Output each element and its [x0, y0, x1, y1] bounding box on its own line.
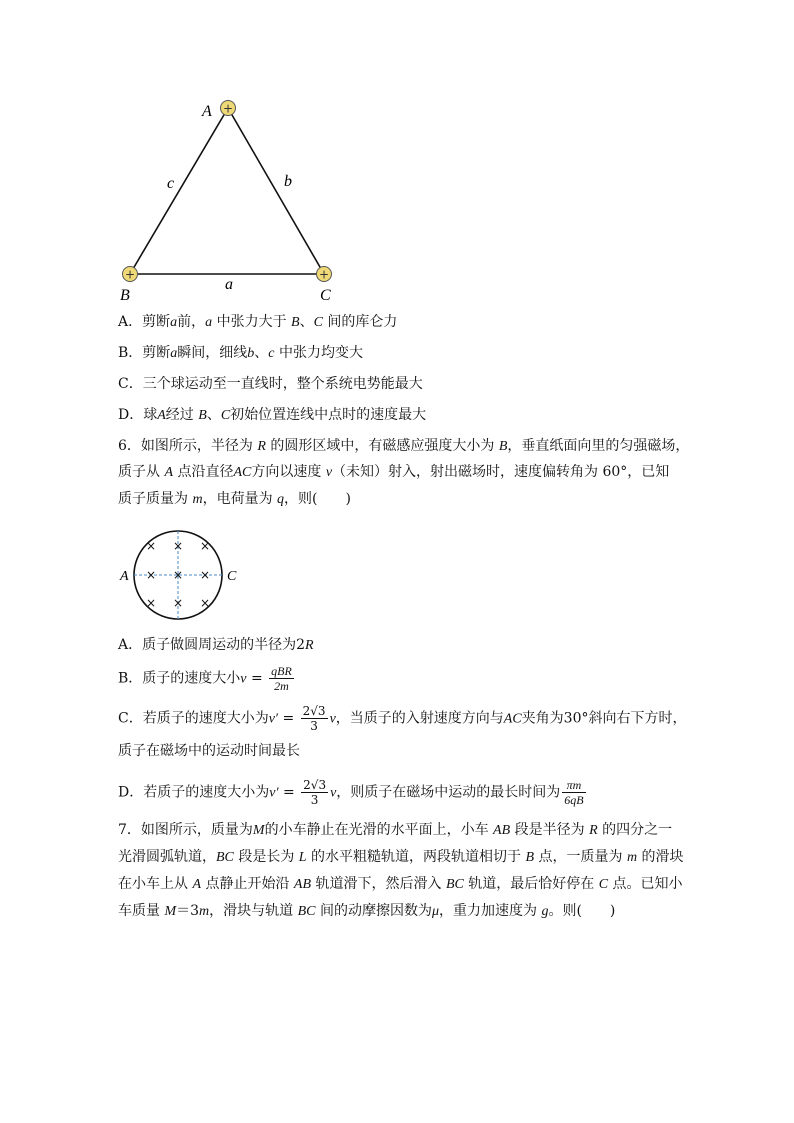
stem-text: 的滑块	[637, 849, 684, 865]
q5-option-c[interactable]	[118, 374, 423, 394]
side-c	[130, 108, 228, 274]
option-text: ，当质子的入射速度方向与	[335, 710, 504, 727]
var: μ	[431, 904, 439, 919]
var: v′	[269, 785, 279, 801]
field-cross: ×	[145, 539, 157, 553]
label-side-c: c	[167, 175, 175, 192]
stem-text: ，电荷量为	[202, 491, 278, 507]
label-point-a: A	[120, 569, 129, 584]
stem-text: ，滑块与轨道	[209, 903, 298, 919]
var: v	[329, 711, 336, 727]
var: L	[298, 850, 307, 865]
option-text: 、	[299, 314, 314, 330]
q6-option-c[interactable]	[118, 704, 687, 734]
equals: =	[278, 710, 299, 727]
charge-c	[317, 267, 332, 282]
stem-text: 7．如图所示，质量为	[118, 822, 253, 838]
var: m	[199, 904, 210, 919]
stem-text: 方向以速度	[251, 464, 326, 480]
field-cross: ×	[172, 596, 184, 610]
var: B	[498, 439, 508, 454]
label-vertex-a: A	[202, 103, 212, 120]
var: C	[220, 408, 231, 423]
var: v	[325, 465, 333, 480]
option-text: A．质子做圆周运动的半径为2	[118, 637, 306, 653]
q6-option-b[interactable]	[118, 664, 296, 694]
var: A	[157, 408, 166, 423]
stem-text: ，则( )	[284, 491, 351, 507]
label-side-a: a	[225, 276, 233, 293]
fraction	[301, 704, 328, 733]
stem-text: 点沿直径	[173, 464, 234, 480]
stem-text: （未知）射入，射出磁场时，速度偏转角为 60°，已知	[332, 464, 670, 480]
charge-a	[221, 101, 236, 116]
var: v	[240, 671, 247, 687]
option-text: D．若质子的速度大小为	[118, 784, 270, 801]
stem-text: 光滑圆弧轨道，	[118, 849, 216, 865]
stem-text: 间的动摩擦因数为	[315, 903, 432, 919]
denominator: 3	[310, 719, 318, 733]
option-text: 前，	[177, 314, 206, 330]
numerator: πm	[562, 778, 585, 793]
var: v	[330, 785, 337, 801]
option-text: B．质子的速度大小	[118, 670, 241, 687]
equals: =	[278, 784, 300, 801]
q6-stem-line-2	[118, 462, 669, 483]
fraction	[301, 778, 328, 807]
option-text: B．剪断	[118, 345, 171, 361]
var: BC	[297, 904, 316, 919]
var: AB	[293, 877, 312, 892]
stem-text: ，垂直纸面向里的匀强磁场，	[507, 438, 690, 454]
var: M	[164, 904, 177, 919]
magnetic-field-figure	[115, 525, 250, 625]
var: q	[277, 492, 285, 507]
label-vertex-b: B	[120, 287, 130, 304]
stem-text: 的四分之一	[597, 822, 673, 838]
option-text: 经过	[165, 407, 199, 423]
q5-option-b[interactable]	[118, 343, 363, 364]
var: R	[589, 823, 598, 838]
stem-text: 。则( )	[548, 903, 616, 919]
var: AB	[493, 823, 511, 838]
denominator: 3	[310, 793, 319, 807]
var: a	[170, 315, 178, 330]
q6-option-c-line-2	[118, 741, 300, 761]
label-point-c: C	[227, 569, 237, 584]
field-cross: ×	[199, 568, 211, 582]
denominator: 2m	[274, 679, 289, 693]
option-text: 、	[206, 407, 221, 423]
var: b	[247, 346, 255, 361]
stem-text: 质子从	[118, 464, 165, 480]
var: g	[541, 904, 549, 919]
denominator: 6qB	[564, 793, 584, 807]
q6-stem-line-3	[118, 489, 351, 510]
var: m	[626, 850, 638, 865]
triangle-figure	[110, 90, 350, 310]
option-text: 夹角为30°斜向右下方时，	[521, 710, 687, 727]
var: B	[198, 408, 207, 423]
var: R	[257, 439, 266, 454]
var: a	[205, 315, 213, 330]
q5-option-a[interactable]	[118, 312, 397, 333]
var: A	[164, 465, 174, 480]
field-cross: ×	[172, 568, 184, 582]
svg-text:+: +	[318, 267, 330, 282]
var: AC	[233, 465, 252, 480]
numerator: 2√3	[303, 778, 327, 792]
stem-text: 点。已知小	[608, 876, 683, 892]
var: A	[192, 877, 202, 892]
q6-stem-line-1	[118, 436, 689, 457]
q7-stem-line-1	[118, 820, 672, 841]
var: B	[291, 315, 300, 330]
var: a	[170, 346, 178, 361]
var: B	[525, 850, 535, 865]
option-text: 中张力大于	[212, 314, 292, 330]
stem-text: 段是长为	[233, 849, 299, 865]
fraction	[269, 664, 294, 693]
stem-text: 轨道，最后恰好停在	[463, 876, 599, 892]
svg-text:+: +	[124, 267, 136, 282]
var: v′	[268, 711, 278, 727]
numerator: 2√3	[302, 704, 326, 718]
option-text: 瞬间，细线	[177, 345, 248, 361]
stem-text: 段是半径为	[510, 822, 590, 838]
var: M	[252, 823, 265, 838]
option-text: D．球	[118, 407, 158, 423]
var: c	[268, 346, 275, 361]
option-text: ，则质子在磁场中运动的最长时间为	[336, 784, 561, 801]
option-text: C．若质子的速度大小为	[118, 710, 269, 727]
field-cross: ×	[172, 539, 184, 553]
equals: =	[246, 670, 268, 687]
q7-stem-line-4	[118, 901, 615, 922]
side-b	[228, 108, 324, 274]
field-cross: ×	[145, 596, 157, 610]
field-cross: ×	[199, 539, 211, 553]
stem-text: ，重力加速度为	[439, 903, 542, 919]
charge-b	[123, 267, 138, 282]
option-text: 中张力均变大	[274, 345, 363, 361]
q6-option-a[interactable]	[118, 635, 314, 656]
stem-text: 的圆形区域中，有磁感应强度大小为	[265, 438, 499, 454]
option-text: C．三个球运动至一直线时，整个系统电势能最大	[118, 376, 423, 392]
stem-text: 的小车静止在光滑的水平面上，小车	[264, 822, 494, 838]
label-vertex-c: C	[320, 287, 331, 304]
stem-text: 点静止开始沿	[201, 876, 294, 892]
var: BC	[445, 877, 464, 892]
q6-option-d[interactable]	[118, 778, 588, 808]
option-text: 质子在磁场中的运动时间最长	[118, 743, 300, 759]
stem-text: 质子质量为	[118, 491, 193, 507]
q5-option-d[interactable]	[118, 405, 426, 426]
var: R	[305, 638, 314, 653]
stem-text: 点，一质量为	[534, 849, 627, 865]
svg-text:+: +	[222, 101, 234, 116]
var: C	[598, 877, 609, 892]
label-side-b: b	[284, 173, 292, 190]
option-text: 间的库仑力	[322, 314, 398, 330]
var: BC	[216, 850, 234, 865]
option-text: 、	[254, 345, 269, 361]
stem-text: 在小车上从	[118, 876, 193, 892]
field-cross: ×	[145, 568, 157, 582]
fraction	[562, 778, 585, 807]
q7-stem-line-3	[118, 874, 683, 895]
var: AC	[503, 711, 522, 727]
numerator: qBR	[271, 664, 292, 678]
option-text: A．剪断	[118, 314, 171, 330]
option-text: 初始位置连线中点时的速度最大	[230, 407, 427, 423]
var: m	[192, 492, 203, 507]
var: C	[313, 315, 323, 330]
stem-text: 车质量	[118, 903, 165, 919]
q7-stem-line-2	[118, 847, 684, 868]
stem-text: 的水平粗糙轨道，两段轨道相切于	[306, 849, 526, 865]
stem-text: 6．如图所示，半径为	[118, 438, 258, 454]
stem-text: ＝3	[176, 903, 200, 919]
stem-text: 轨道滑下，然后滑入	[311, 876, 446, 892]
field-cross: ×	[199, 596, 211, 610]
